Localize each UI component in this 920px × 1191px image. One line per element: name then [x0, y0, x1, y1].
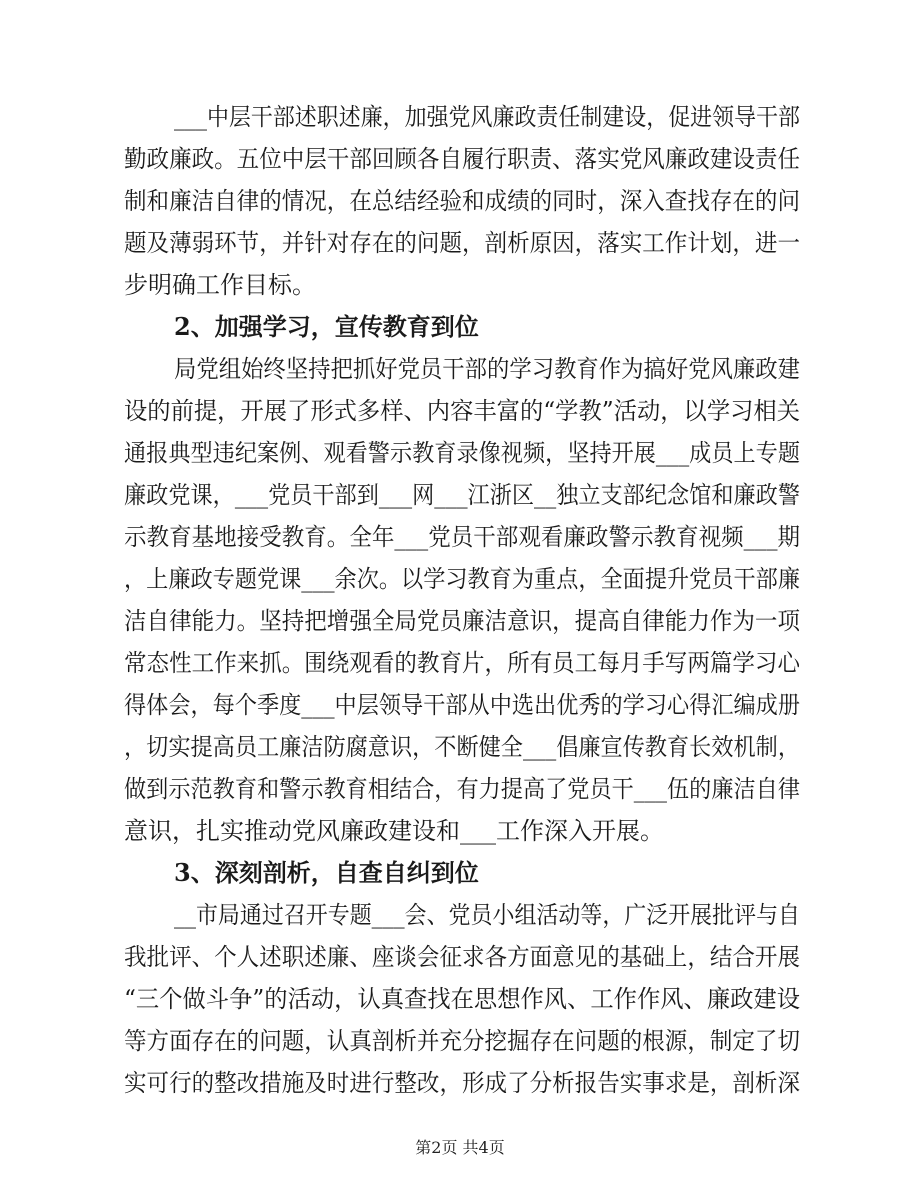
paragraph-line: 制和廉洁自律的情况，在总结经验和成绩的同时，深入查找存在的问 — [124, 187, 800, 215]
paragraph-line: 我批评、个人述职述廉、座谈会征求各方面意见的基础上，结合开展 — [124, 943, 800, 971]
paragraph-line: __市局通过召开专题___会、党员小组活动等，广泛开展批评与自 — [174, 901, 800, 929]
paragraph-line: 示教育基地接受教育。全年___党员干部观看廉政警示教育视频___期 — [124, 523, 800, 551]
paragraph-line: “三个做斗争”的活动，认真查找在思想作风、工作作风、廉政建设 — [124, 985, 800, 1013]
paragraph-line: 做到示范教育和警示教育相结合，有力提高了党员干___伍的廉洁自律 — [124, 775, 800, 803]
paragraph-line: 实可行的整改措施及时进行整改，形成了分析报告实事求是，剖析深 — [124, 1069, 800, 1097]
paragraph-line: 步明确工作目标。 — [124, 271, 316, 299]
paragraph-line: ，上廉政专题党课___余次。以学习教育为重点，全面提升党员干部廉 — [124, 565, 800, 593]
paragraph-line: 意识，扎实推动党风廉政建设和___工作深入开展。 — [124, 817, 664, 845]
page-number: 第2页 共4页 — [415, 1138, 505, 1157]
paragraph-line: 等方面存在的问题，认真剖析并充分挖掘存在问题的根源，制定了切 — [124, 1027, 800, 1055]
paragraph-line: 廉政党课，___党员干部到___网___江浙区__独立支部纪念馆和廉政警 — [124, 481, 800, 509]
paragraph-line: 得体会，每个季度___中层领导干部从中选出优秀的学习心得汇编成册 — [124, 691, 800, 719]
paragraph-line: 设的前提，开展了形式多样、内容丰富的“学教”活动，以学习相关 — [124, 397, 800, 425]
paragraph-line: 洁自律能力。坚持把增强全局党员廉洁意识，提高自律能力作为一项 — [124, 607, 800, 635]
paragraph-line: ___中层干部述职述廉，加强党风廉政责任制建设，促进领导干部 — [174, 103, 800, 131]
section-heading: 3、深刻剖析，自查自纠到位 — [174, 858, 479, 887]
paragraph-line: 局党组始终坚持把抓好党员干部的学习教育作为搞好党风廉政建 — [174, 355, 800, 383]
paragraph-line: 通报典型违纪案例、观看警示教育录像视频，坚持开展___成员上专题 — [124, 439, 800, 467]
paragraph-line: 常态性工作来抓。围绕观看的教育片，所有员工每月手写两篇学习心 — [124, 649, 800, 677]
paragraph-line: 勤政廉政。五位中层干部回顾各自履行职责、落实党风廉政建设责任 — [124, 145, 800, 173]
paragraph-line: ，切实提高员工廉洁防腐意识，不断健全___倡廉宣传教育长效机制， — [124, 733, 800, 761]
paragraph-line: 题及薄弱环节，并针对存在的问题，剖析原因，落实工作计划，进一 — [124, 229, 800, 257]
section-heading: 2、加强学习，宣传教育到位 — [174, 312, 479, 341]
